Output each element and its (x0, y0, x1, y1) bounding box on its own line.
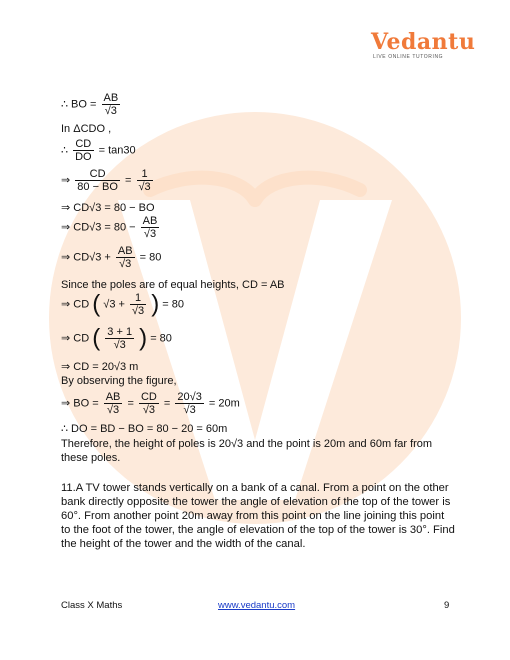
fraction: $\frac{CD}{√3}$ (140, 391, 157, 416)
vedantu-logo (371, 29, 476, 60)
conclusion-line1: Therefore, the height of poles is 20√3 and the point is 20m and 60m far from (61, 438, 433, 450)
fraction: $\frac{20√3}{√3}$ (177, 391, 202, 416)
fraction: $\frac{1}{√3}$ (132, 292, 145, 317)
eq-ratio: ⇒ $\frac{CD}{80 - BO}$ = $\frac{1}{√3}$ (61, 168, 151, 193)
eq-cd-result: ⇒ CD = 20√3 m (61, 361, 139, 373)
eq-factor: ⇒ CD ( √3 + $\frac{1}{√3}$ ) = 80 (61, 290, 184, 318)
fraction: $\frac{AB}{√3}$ (103, 92, 119, 117)
eq-simplify: ⇒ CD ( $\frac{3 + 1}{√3}$ ) = 80 (61, 324, 172, 352)
equal-heights-text: Since the poles are of equal heights, CD = AB (61, 279, 285, 291)
in-triangle-cdo: In ΔCDO , (61, 123, 112, 135)
footer-website-link[interactable]: www.vedantu.com (218, 600, 296, 611)
page-number: 9 (444, 600, 450, 611)
fraction: $\frac{CD}{80 - BO}$ (77, 168, 118, 193)
observing-text: By observing the figure, (61, 375, 177, 387)
eq-cd-root3: ⇒ CD√3 = 80 − BO (61, 202, 155, 214)
question-11: 11.A TV tower stands vertically on a bank of a canal. From a point on the other bank directly opposite the tower the angle of elevation of the top of the tower is 60°. From another point 20m away from this point on the line joining this point to the foot of the tower, the angle of elevation of the top of the tower is 30°. Find the height of the tower and the width of the canal. (61, 482, 455, 550)
eq-bo (61, 92, 122, 117)
fraction: $\frac{3 + 1}{√3}$ (107, 326, 133, 351)
fraction: $\frac{AB}{√3}$ (142, 215, 158, 240)
fraction: $\frac{CD}{DO}$ (75, 138, 92, 163)
eq-do-value: ∴ DO = BD − BO = 80 − 20 = 60m (61, 423, 228, 435)
eq-tan30: ∴ $\frac{CD}{DO}$ = tan30 (61, 138, 136, 163)
eq-lhs: ∴ BO = (61, 98, 97, 111)
eq-rearranged: ⇒ CD√3 + $\frac{AB}{√3}$ = 80 (61, 245, 162, 270)
logo-name: Vedantu (371, 29, 476, 55)
footer-subject: Class X Maths (61, 600, 123, 611)
eq-substitute: ⇒ CD√3 = 80 − $\frac{AB}{√3}$ (61, 215, 158, 240)
fraction: $\frac{1}{√3}$ (138, 168, 151, 193)
conclusion-line2: these poles. (61, 452, 121, 464)
logo-tagline: LIVE ONLINE TUTORING (373, 54, 444, 60)
fraction: $\frac{AB}{√3}$ (117, 245, 133, 270)
eq-bo-value: ⇒ BO = $\frac{AB}{√3}$ = $\frac{CD}{√3}$ = $\frac{20√3}{√3}$ = 20m (61, 391, 240, 416)
fraction: $\frac{AB}{√3}$ (105, 391, 121, 416)
